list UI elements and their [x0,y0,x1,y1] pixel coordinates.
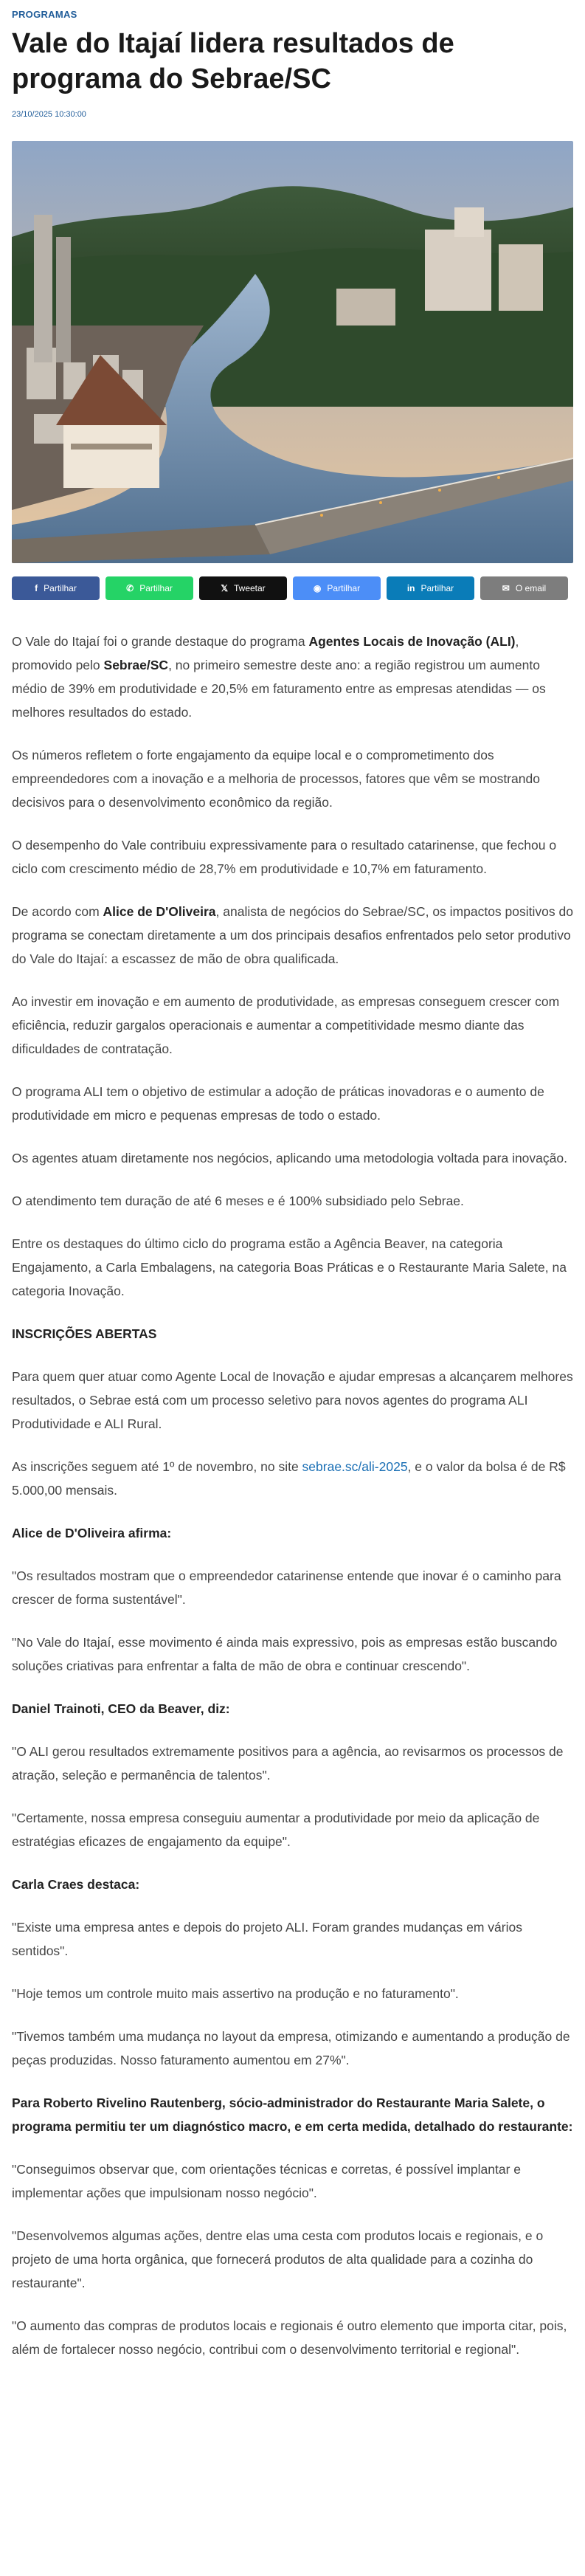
paragraph [12,630,573,724]
quote: "O ALI gerou resultados extremamente positivos para a agência, ao revisarmos os processos de atração, seleção e permanência de talentos". [12,1744,564,1783]
share-whatsapp-label: Partilhar [139,583,173,593]
paragraph: O desempenho do Vale contribuiu expressivamente para o resultado catarinense, que fechou o ciclo com crescimento médio de 28,7% em produtividade e 10,7% em faturamento. [12,838,557,876]
paragraph: Os números refletem o forte engajamento da equipe local e o comprometimento dos empreendedores com a inovação e a melhoria de processos, fatores que vêm se mostrando decisivos para o desenvolvimento econômico da região. [12,748,540,810]
quote-heading: Daniel Trainoti, CEO da Beaver, diz: [12,1701,230,1716]
facebook-icon: f [35,583,38,593]
quote: "Certamente, nossa empresa conseguiu aumentar a produtividade por meio da aplicação de estratégias eficazes de engajamento da equipe". [12,1811,540,1849]
program-name: Agentes Locais de Inovação (ALI) [308,634,516,649]
paragraph: Entre os destaques do último ciclo do programa estão a Agência Beaver, na categoria Engajamento, a Carla Embalagens, na categoria Boas Práticas e o Restaurante Maria Salete, na categoria Inovação. [12,1236,567,1298]
x-icon: 𝕏 [221,583,228,593]
paragraph: Os agentes atuam diretamente nos negócios, aplicando uma metodologia voltada para inovação. [12,1151,567,1165]
quote-heading: Para Roberto Rivelino Rautenberg, sócio-administrador do Restaurante Maria Salete, o programa permitiu ter um diagnóstico macro, e em certa medida, detalhado do restaurante: [12,2095,573,2134]
quote: "O aumento das compras de produtos locais e regionais é outro elemento que importa citar, pois, além de fortalecer nosso negócio, contribui com o desenvolvimento territorial e regional". [12,2318,567,2357]
quote: "Desenvolvemos algumas ações, dentre elas uma cesta com produtos locais e regionais, e o projeto de uma horta orgânica, que fornecerá produtos de alta qualidade para a cozinha do restaurante". [12,2228,544,2290]
share-bar [12,576,573,600]
paragraph [12,900,573,971]
share-whatsapp-button[interactable] [105,576,193,600]
email-icon: ✉ [502,583,510,593]
share-email-button[interactable] [480,576,568,600]
share-messenger-button[interactable] [293,576,381,600]
paragraph: O atendimento tem duração de até 6 meses e é 100% subsidiado pelo Sebrae. [12,1194,464,1208]
text-span: , analista de negócios do Sebrae/SC, os impactos positivos do programa se conectam diretamente a um dos principais desafios enfrentados pelo setor produtivo do Vale do Itajaí: a escassez de mão de obra qualificada. [12,904,573,966]
section-heading: INSCRIÇÕES ABERTAS [12,1326,157,1341]
paragraph: O programa ALI tem o objetivo de estimular a adoção de práticas inovadoras e o aumento de produtividade em micro e pequenas empresas de todo o estado. [12,1084,544,1123]
share-x-button[interactable] [199,576,287,600]
share-facebook-button[interactable] [12,576,100,600]
quote-heading: Carla Craes destaca: [12,1877,140,1892]
text-span: , no primeiro semestre deste ano: a região registrou um aumento médio de 39% em produtividade e 20,5% em faturamento entre as empresas atendidas — os melhores resultados do estado. [12,658,546,720]
category-label[interactable]: PROGRAMAS [12,9,77,20]
share-linkedin-button[interactable] [387,576,474,600]
text-span: De acordo com [12,904,103,919]
text-span: As inscrições seguem até 1º de novembro, no site [12,1459,302,1474]
page-title: Vale do Itajaí lidera resultados de programa do Sebrae/SC [12,28,454,94]
share-linkedin-label: Partilhar [420,583,454,593]
text-span: , promovido pelo [12,634,519,672]
share-messenger-label: Partilhar [327,583,361,593]
quote: "Os resultados mostram que o empreendedor catarinense entende que inovar é o caminho para crescer de forma sustentável". [12,1568,561,1607]
share-facebook-label: Partilhar [44,583,77,593]
article-body [12,630,573,2361]
text-span: O Vale do Itajaí foi o grande destaque do programa [12,634,309,649]
quote: "No Vale do Itajaí, esse movimento é ainda mais expressivo, pois as empresas estão buscando soluções criativas para enfrentar a falta de mão de obra e continuar crescendo". [12,1635,558,1673]
paragraph: Ao investir em inovação e em aumento de produtividade, as empresas conseguem crescer com eficiência, reduzir gargalos operacionais e aumentar a competitividade mesmo diante das dificuldades de contratação. [12,994,560,1056]
quote: "Hoje temos um controle muito mais assertivo na produção e no faturamento". [12,1986,459,2001]
paragraph: Para quem quer atuar como Agente Local de Inovação e ajudar empresas a alcançarem melhores resultados, o Sebrae está com um processo seletivo para novos agentes do programa ALI Produtividade e ALI Rural. [12,1369,573,1431]
quote: "Tivemos também uma mudança no layout da empresa, otimizando e aumentando a produção de peças produzidas. Nosso faturamento aumentou em 27%". [12,2029,570,2067]
hero-image [12,141,573,563]
whatsapp-icon: ✆ [126,583,134,593]
registration-link[interactable]: sebrae.sc/ali-2025 [302,1459,408,1474]
org-name: Sebrae/SC [103,658,169,672]
quote-heading: Alice de D'Oliveira afirma: [12,1526,172,1540]
text-span: , e o valor da bolsa é de R$ 5.000,00 mensais. [12,1459,566,1498]
paragraph [12,1455,573,1502]
linkedin-icon: in [406,583,415,593]
messenger-icon: ◉ [313,583,322,593]
share-email-label: O email [515,583,547,593]
person-name: Alice de D'Oliveira [103,904,216,919]
quote: "Existe uma empresa antes e depois do projeto ALI. Foram grandes mudanças em vários sentidos". [12,1920,522,1958]
publish-date: 23/10/2025 10:30:00 [12,110,86,119]
quote: "Conseguimos observar que, com orientações técnicas e corretas, é possível implantar e implementar ações que impulsionam nosso negócio". [12,2162,522,2200]
share-x-label: Tweetar [233,583,266,593]
